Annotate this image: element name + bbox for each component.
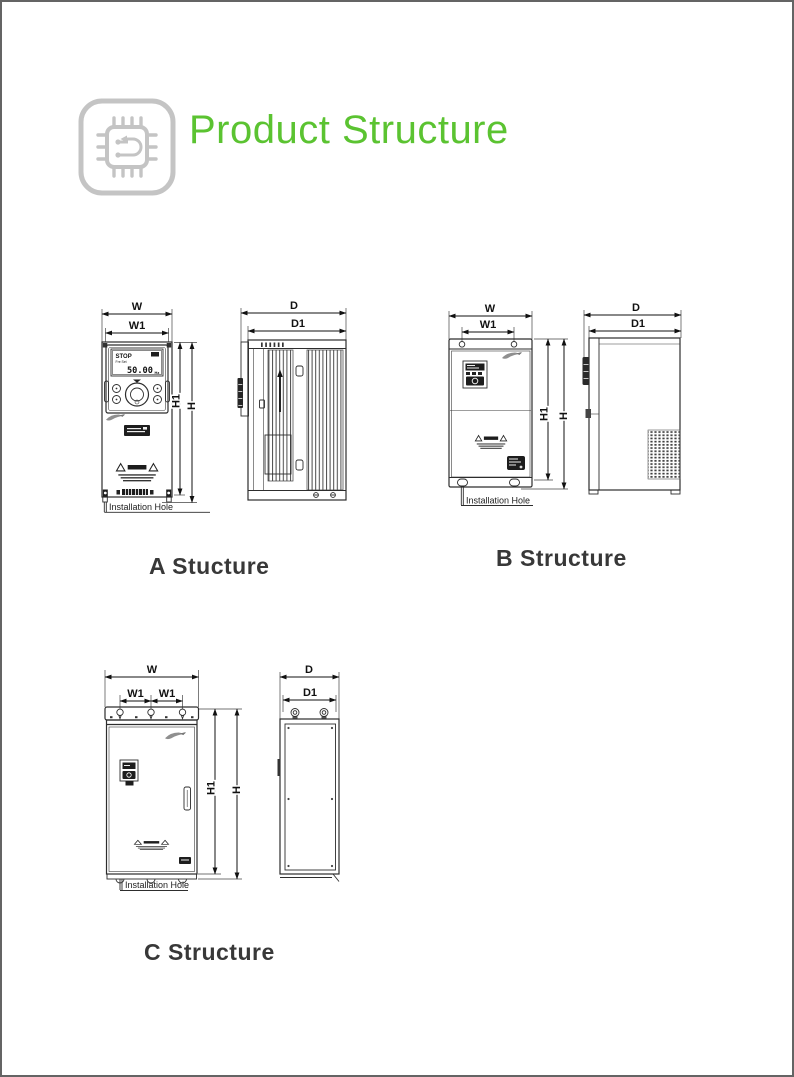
c-lifting-rings [291,709,328,720]
c-side-hinge [278,759,281,776]
a-front-dim-h: H [186,402,198,410]
b-bottom-mounting-slot-left [458,479,468,486]
c-keypad [120,760,138,786]
c-top-flange [105,707,199,720]
technical-drawings [2,2,794,1077]
section-b-title: B Structure [496,545,627,571]
structure-c-front-view [105,664,243,891]
page-title: Product Structure [189,108,509,152]
a-side-dim-d: D [290,300,298,312]
keypad-unit-text: Hz [154,370,160,375]
c-front-dim-w: W [146,664,158,676]
c-side-dim-d1: D1 [302,687,318,699]
a-keypad-lcd [111,349,163,376]
c-front-dim-w1-left: W1 [127,688,144,700]
c-side-dim-d: D [305,664,313,676]
structure-a-front-view [102,301,210,512]
structure-c-side-view [278,664,340,882]
a-side-heatsink-fins-outer [307,350,343,490]
keypad-value-text: 50.00 [127,366,153,376]
c-warning-label [134,840,168,850]
b-side-terminal-bracket [583,357,592,418]
c-front-dim-h: H [231,786,243,794]
structure-b-side-view [583,302,682,494]
section-a-title: A Stucture [149,553,270,579]
a-spec-label [124,425,150,436]
brand-logo [502,352,522,359]
c-front-dim-w1-right: W1 [158,688,176,700]
a-warning-label [116,464,157,482]
keypad-mode-text: Fre Set [115,360,127,364]
brand-logo [165,732,186,739]
a-barcode-label [122,489,148,495]
b-side-vent-grid [648,430,680,479]
c-nameplate [179,857,191,864]
b-nameplate [507,456,525,470]
a-side-dim-d1: D1 [290,318,306,330]
a-keypad-knob [126,383,149,406]
b-front-dim-h: H [558,412,570,420]
section-c-title: C Structure [144,939,275,965]
b-top-mounting-hole-right [511,342,517,348]
a-side-heatsink-fins-inner [268,350,293,481]
structure-b-front-view [449,303,570,506]
a-side-bottom-screws [314,493,336,498]
b-keypad [463,361,487,388]
a-front-dim-w: W [131,301,143,313]
c-installation-hole-callout [120,879,189,891]
b-warning-label [475,435,506,448]
a-side-top-vents [261,343,284,348]
c-installation-hole-label: Installation Hole [125,880,190,890]
keypad-status-text: STOP [115,354,132,360]
c-front-dim-h1: H1 [205,780,218,796]
c-door-handle [184,787,191,810]
b-top-mounting-hole-left [459,342,465,348]
a-front-dim-w1: W1 [128,320,146,332]
structure-a-side-view [238,300,347,500]
b-side-dim-d1: D1 [630,318,646,330]
b-bottom-mounting-slot-right [510,479,520,486]
a-side-terminal-cover [238,342,249,416]
a-front-dim-h1: H1 [170,393,183,409]
b-installation-hole-label: Installation Hole [466,495,531,506]
b-side-dim-d: D [632,302,640,314]
a-keypad [105,345,170,413]
c-side-panel-screws [287,727,333,867]
a-installation-hole-label: Installation Hole [109,502,174,512]
a-installation-hole-callout [104,502,210,512]
b-front-dim-h1: H1 [538,406,551,422]
brand-logo [106,414,125,420]
b-front-dim-w1: W1 [479,319,497,331]
b-front-dim-w: W [484,303,496,315]
a-keypad-menu-arrow [133,380,141,383]
